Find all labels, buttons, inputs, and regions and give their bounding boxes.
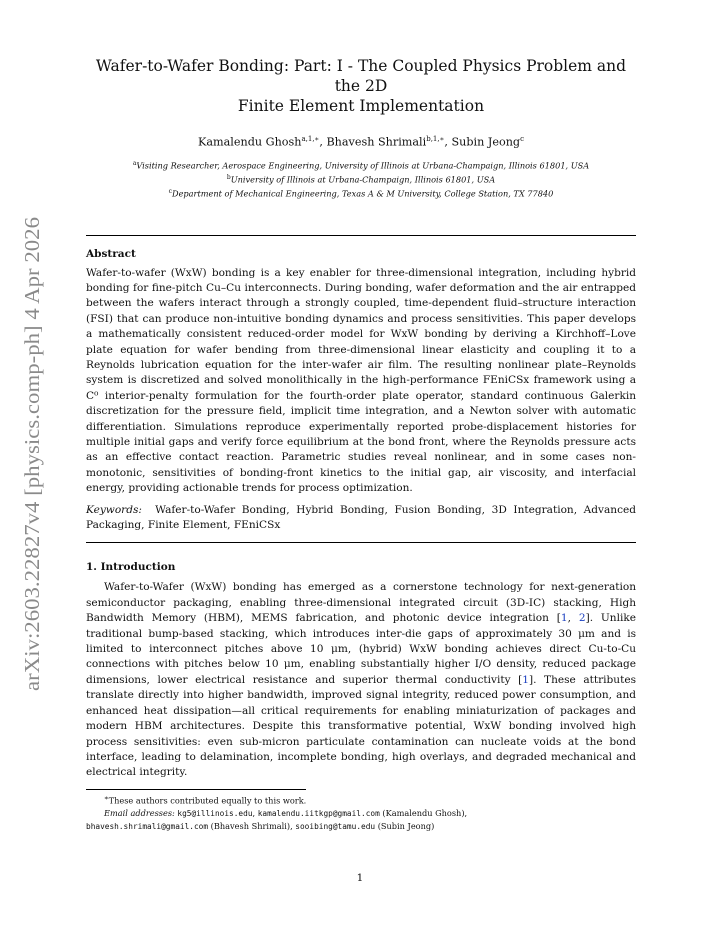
arxiv-stamp	[10, 215, 48, 695]
footnote-text: These authors contributed equally to this work.	[108, 795, 307, 806]
footnote-emails-cont	[86, 820, 636, 834]
keywords-label: Keywords:	[86, 503, 142, 516]
author-separator: ,	[444, 135, 452, 149]
footnotes	[86, 792, 636, 834]
affiliation-text: Department of Mechanical Engineering, Texas A & M University, College Station, TX 77840	[172, 188, 554, 199]
email-address[interactable]: kamalendu.iitkgp@gmail.com	[257, 808, 380, 818]
affiliation-text: Visiting Researcher, Aerospace Engineering, University of Illinois at Urbana-Champaign, Illinois 61801, USA	[136, 160, 590, 171]
email-label: Email addresses:	[104, 807, 175, 818]
arxiv-stamp-text: arXiv:2603.22827v4 [physics.comp-ph] 4 Apr 2026	[20, 254, 44, 691]
intro-text: Wafer-to-Wafer (WxW) bonding has emerged as a cornerstone technology for next-generation semiconductor packaging, enabling three-dimensional integrated circuit (3D-IC) stacking, High Bandwidth Memory (HBM), MEMS fabrication, and photonic device integration [	[86, 581, 636, 625]
keywords	[86, 503, 636, 534]
affiliation-item	[86, 172, 636, 186]
paper-title	[86, 56, 636, 116]
page-number: 1	[356, 872, 364, 884]
affiliations	[86, 158, 636, 200]
email-address[interactable]: bhavesh.shrimali@gmail.com	[86, 822, 209, 832]
title-line-1: Wafer-to-Wafer Bonding: Part: I - The Coupled Physics Problem and the 2D	[95, 57, 627, 95]
affiliation-mark: a	[132, 159, 137, 167]
email-owner: (Bhavesh Shrimali),	[210, 821, 293, 832]
author-name: Bhavesh Shrimali	[326, 135, 427, 149]
email-owner: (Kamalendu Ghosh),	[382, 807, 468, 818]
affiliation-mark: b	[226, 173, 231, 181]
abstract-text: Wafer-to-wafer (WxW) bonding is a key enabler for three-dimensional integration, including hybrid bonding for fine-pitch Cu–Cu interconnects. During bonding, wafer deformation and the air entrapped between the wafers interact through a strongly coupled, time-dependent fluid–structure interaction (FSI) that can produce non-intuitive bonding dynamics and process sensitivities. This paper develops a mathematically consistent reduced-order model for WxW bonding by deriving a Kirchhoff–Love plate equation for wafer bending from three-dimensional linear elasticity and coupling it to a Reynolds lubrication equation for the inter-wafer air film. The resulting nonlinear plate–Reynolds system is discretized and solved monolithically in the high-performance FEniCSx framework using a C⁰ interior-penalty formulation for the fourth-order plate operator, standard continuous Galerkin discretization for the pressure field, implicit time integration, and a Newton solver with automatic differentiation. Simulations reproduce experimentally reported probe-displacement histories for multiple initial gaps and verify force equilibrium at the bond front, where the Reynolds pressure acts as an effective contact reaction. Parametric studies reveal nonlinear, and in some cases non-monotonic, sensitivities of bonding-front kinetics to the initial gap, air viscosity, and interfacial energy, providing actionable trends for process optimization.	[86, 266, 636, 495]
author-affil-mark: b,1,∗	[426, 135, 445, 143]
email-address[interactable]: sooibing@tamu.edu	[295, 822, 376, 832]
intro-text: ]. These attributes translate directly into higher bandwidth, improved signal integrity, reduced power consumption, and enhanced heat dissipation—all critical requirements for enabling miniaturization of packages and modern HBM architectures. Despite this transformative potential, WxW bonding involved high process sensitivities: even sub-micron particulate contamination can nucleate voids at the bond interface, leading to delamination, incomplete bonding, high overlays, and degraded mechanical and electrical integrity.	[86, 673, 636, 779]
abstract-heading: Abstract	[86, 247, 136, 260]
footnote-rule	[86, 789, 306, 790]
abstract-bottom-rule	[86, 542, 636, 543]
author-affil-mark: a,1,∗	[301, 135, 320, 143]
author-separator: ,	[319, 135, 327, 149]
intro-text: ]. Unlike traditional bump-based stacking, which introduces inter-die gaps of approximately 30 μm and is limited to interconnect pitches above 10 μm, (hybrid) WxW bonding achieves direct Cu-to-Cu connections with pitches below 10 μm, enabling substantially higher I/O density, reduced package dimensions, lower electrical resistance and superior thermal conductivity [	[86, 612, 636, 686]
email-address[interactable]: kg5@illinois.edu	[177, 808, 253, 818]
introduction-paragraph	[86, 580, 636, 780]
email-owner: (Subin Jeong)	[377, 821, 435, 832]
footnote-mark: ∗	[104, 793, 109, 802]
title-line-2: Finite Element Implementation	[237, 97, 485, 115]
author-name: Subin Jeong	[451, 135, 521, 149]
citation-link[interactable]: 1	[560, 612, 568, 625]
footnote-emails: Email addresses: kg5@illinois.edu, kamalendu.iitkgp@gmail.com (Kamalendu Ghosh),	[104, 807, 468, 818]
affiliation-item	[86, 186, 636, 200]
keywords-text: Wafer-to-Wafer Bonding, Hybrid Bonding, Fusion Bonding, 3D Integration, Advanced Packaging, Finite Element, FEniCSx	[86, 503, 636, 532]
author-list	[86, 135, 636, 149]
citation-link[interactable]: 1	[522, 673, 529, 686]
section-heading-introduction: 1. Introduction	[86, 561, 176, 574]
paper-page	[86, 56, 636, 834]
affiliation-mark: c	[168, 187, 173, 195]
author-affil-mark: c	[520, 135, 524, 143]
citation-link[interactable]: 2	[578, 612, 586, 625]
abstract-top-rule	[86, 235, 636, 236]
affiliation-item	[86, 158, 636, 172]
footnote-equal-contribution	[86, 792, 636, 807]
author-name: Kamalendu Ghosh	[198, 135, 302, 149]
intro-text: ,	[567, 612, 579, 625]
affiliation-text: University of Illinois at Urbana-Champaign, Illinois 61801, USA	[230, 174, 496, 185]
